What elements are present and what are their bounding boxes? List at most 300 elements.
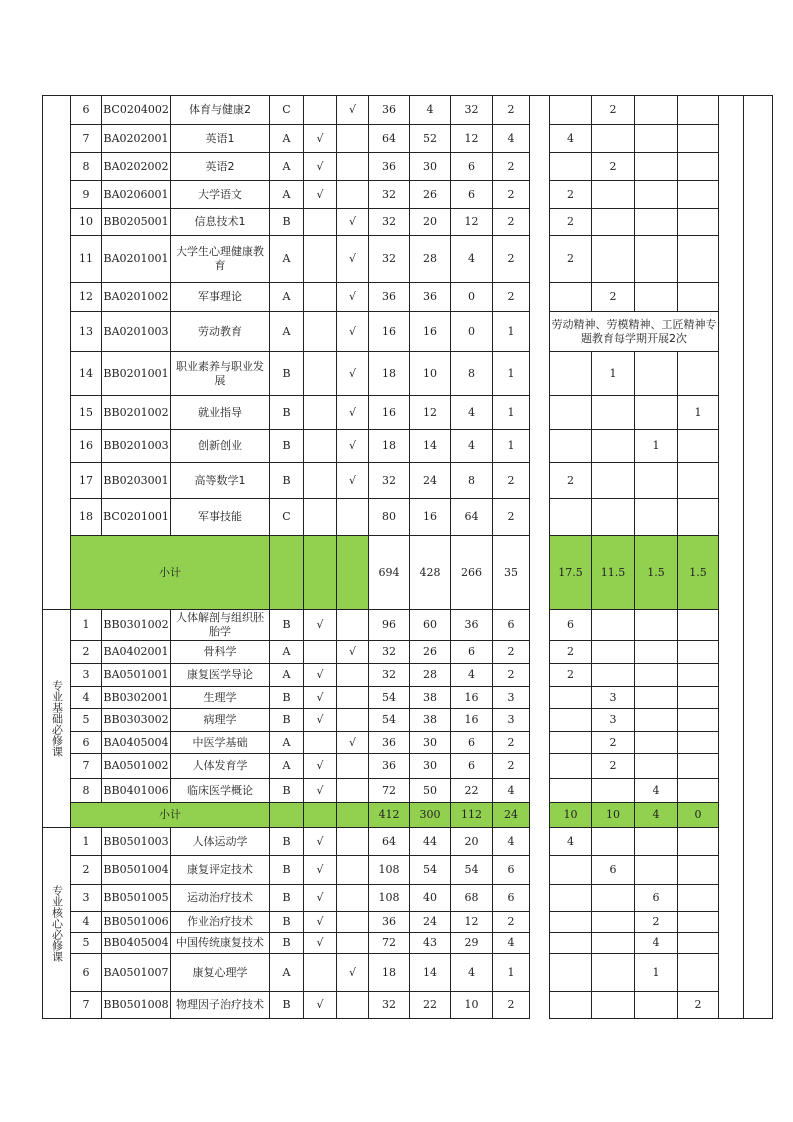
course-name: 人体发育学 xyxy=(171,754,270,779)
exam-mark: √ xyxy=(304,687,337,709)
course-type: A xyxy=(270,125,304,153)
semester-1: 2 xyxy=(550,641,592,664)
row-number: 7 xyxy=(71,125,102,153)
theory-hours: 28 xyxy=(410,236,451,283)
semester-4 xyxy=(678,352,719,396)
semester-4: 1 xyxy=(678,396,719,430)
subtotal-blank xyxy=(337,536,369,610)
course-code: BB0501006 xyxy=(102,912,171,933)
total-hours: 80 xyxy=(369,499,410,536)
row-number: 12 xyxy=(71,283,102,312)
course-type: B xyxy=(270,352,304,396)
course-code: BB0501005 xyxy=(102,885,171,912)
practice-hours: 36 xyxy=(451,610,493,641)
semester-1 xyxy=(550,396,592,430)
check-mark: √ xyxy=(337,463,369,499)
course-name: 军事理论 xyxy=(171,283,270,312)
course-name: 康复心理学 xyxy=(171,954,270,992)
row-number: 13 xyxy=(71,312,102,352)
semester-3 xyxy=(635,352,678,396)
row-number: 1 xyxy=(71,610,102,641)
semester-2 xyxy=(592,125,635,153)
semester-2: 1 xyxy=(592,352,635,396)
theory-hours: 16 xyxy=(410,312,451,352)
practice-hours: 8 xyxy=(451,352,493,396)
semester-2 xyxy=(592,181,635,209)
course-code: BA0202001 xyxy=(102,125,171,153)
semester-2 xyxy=(592,664,635,687)
check-mark: √ xyxy=(337,352,369,396)
check-mark: √ xyxy=(337,236,369,283)
course-code: BB0405004 xyxy=(102,933,171,954)
practice-hours: 64 xyxy=(451,499,493,536)
practice-hours: 16 xyxy=(451,709,493,732)
semester-2: 2 xyxy=(592,283,635,312)
course-name: 物理因子治疗技术 xyxy=(171,992,270,1019)
row-number: 1 xyxy=(71,828,102,856)
theory-hours: 20 xyxy=(410,209,451,236)
row-number: 10 xyxy=(71,209,102,236)
semester-note: 劳动精神、劳模精神、工匠精神专题教育每学期开展2次 xyxy=(550,312,719,352)
credits: 2 xyxy=(493,992,530,1019)
course-code: BA0201002 xyxy=(102,283,171,312)
check-mark: √ xyxy=(337,641,369,664)
course-type: A xyxy=(270,664,304,687)
table-row xyxy=(43,181,773,209)
subtotal-blank xyxy=(270,803,304,828)
exam-mark: √ xyxy=(304,709,337,732)
semester-1: 2 xyxy=(550,209,592,236)
theory-hours: 28 xyxy=(410,664,451,687)
check-mark xyxy=(337,610,369,641)
spacer-column xyxy=(744,96,773,1019)
semester-3 xyxy=(635,96,678,125)
course-type: B xyxy=(270,709,304,732)
exam-mark xyxy=(304,283,337,312)
course-type: B xyxy=(270,933,304,954)
semester-4 xyxy=(678,954,719,992)
semester-2 xyxy=(592,610,635,641)
row-number: 6 xyxy=(71,732,102,754)
course-code: BC0201001 xyxy=(102,499,171,536)
course-code: BA0201003 xyxy=(102,312,171,352)
exam-mark xyxy=(304,954,337,992)
course-name: 英语2 xyxy=(171,153,270,181)
semester-4 xyxy=(678,641,719,664)
total-hours: 108 xyxy=(369,885,410,912)
practice-hours: 4 xyxy=(451,664,493,687)
subtotal-label: 小计 xyxy=(71,803,270,828)
table-row xyxy=(43,430,773,463)
practice-hours: 68 xyxy=(451,885,493,912)
semester-4 xyxy=(678,709,719,732)
subtotal-semester: 0 xyxy=(678,803,719,828)
semester-3 xyxy=(635,396,678,430)
credits: 4 xyxy=(493,933,530,954)
credits: 2 xyxy=(493,499,530,536)
practice-hours: 32 xyxy=(451,96,493,125)
subtotal-practice: 112 xyxy=(451,803,493,828)
check-mark xyxy=(337,933,369,954)
course-code: BB0501004 xyxy=(102,856,171,885)
spacer-column xyxy=(719,96,744,1019)
table-row xyxy=(43,933,773,954)
credits: 3 xyxy=(493,687,530,709)
table-row xyxy=(43,499,773,536)
table-row xyxy=(43,992,773,1019)
semester-1 xyxy=(550,933,592,954)
semester-3 xyxy=(635,181,678,209)
total-hours: 32 xyxy=(369,992,410,1019)
semester-1 xyxy=(550,709,592,732)
course-code: BA0206001 xyxy=(102,181,171,209)
semester-3 xyxy=(635,732,678,754)
semester-2 xyxy=(592,912,635,933)
subtotal-blank xyxy=(337,803,369,828)
theory-hours: 26 xyxy=(410,181,451,209)
semester-3 xyxy=(635,463,678,499)
semester-2 xyxy=(592,954,635,992)
course-type: A xyxy=(270,754,304,779)
semester-1 xyxy=(550,283,592,312)
credits: 2 xyxy=(493,96,530,125)
exam-mark: √ xyxy=(304,610,337,641)
exam-mark xyxy=(304,352,337,396)
course-code: BB0301002 xyxy=(102,610,171,641)
total-hours: 36 xyxy=(369,912,410,933)
exam-mark xyxy=(304,463,337,499)
exam-mark: √ xyxy=(304,856,337,885)
practice-hours: 0 xyxy=(451,312,493,352)
credits: 4 xyxy=(493,779,530,803)
credits: 1 xyxy=(493,312,530,352)
credits: 2 xyxy=(493,181,530,209)
check-mark: √ xyxy=(337,283,369,312)
semester-1 xyxy=(550,912,592,933)
total-hours: 32 xyxy=(369,181,410,209)
course-name: 人体运动学 xyxy=(171,828,270,856)
total-hours: 36 xyxy=(369,754,410,779)
semester-1: 2 xyxy=(550,664,592,687)
credits: 2 xyxy=(493,732,530,754)
total-hours: 54 xyxy=(369,709,410,732)
row-number: 17 xyxy=(71,463,102,499)
exam-mark xyxy=(304,430,337,463)
semester-2: 2 xyxy=(592,754,635,779)
table-row xyxy=(43,732,773,754)
semester-1 xyxy=(550,754,592,779)
practice-hours: 6 xyxy=(451,732,493,754)
semester-3 xyxy=(635,209,678,236)
total-hours: 72 xyxy=(369,779,410,803)
total-hours: 36 xyxy=(369,732,410,754)
practice-hours: 4 xyxy=(451,396,493,430)
row-number: 2 xyxy=(71,856,102,885)
semester-1 xyxy=(550,499,592,536)
semester-1 xyxy=(550,96,592,125)
semester-2: 3 xyxy=(592,687,635,709)
row-number: 7 xyxy=(71,754,102,779)
total-hours: 32 xyxy=(369,236,410,283)
total-hours: 36 xyxy=(369,96,410,125)
course-name: 大学生心理健康教育 xyxy=(171,236,270,283)
course-type: A xyxy=(270,236,304,283)
practice-hours: 4 xyxy=(451,954,493,992)
subtotal-semester: 10 xyxy=(550,803,592,828)
semester-3 xyxy=(635,610,678,641)
exam-mark xyxy=(304,396,337,430)
total-hours: 32 xyxy=(369,209,410,236)
semester-4 xyxy=(678,933,719,954)
exam-mark xyxy=(304,236,337,283)
course-type: C xyxy=(270,96,304,125)
subtotal-credits: 24 xyxy=(493,803,530,828)
row-number: 8 xyxy=(71,779,102,803)
table-row xyxy=(43,312,773,352)
course-type: B xyxy=(270,912,304,933)
course-name: 信息技术1 xyxy=(171,209,270,236)
semester-4 xyxy=(678,732,719,754)
semester-4 xyxy=(678,181,719,209)
credits: 2 xyxy=(493,236,530,283)
table-row xyxy=(43,856,773,885)
subtotal-row xyxy=(43,803,773,828)
credits: 1 xyxy=(493,396,530,430)
course-code: BB0501003 xyxy=(102,828,171,856)
row-number: 4 xyxy=(71,912,102,933)
exam-mark: √ xyxy=(304,181,337,209)
semester-2 xyxy=(592,396,635,430)
practice-hours: 6 xyxy=(451,153,493,181)
semester-1: 4 xyxy=(550,828,592,856)
course-name: 作业治疗技术 xyxy=(171,912,270,933)
exam-mark xyxy=(304,209,337,236)
semester-2 xyxy=(592,779,635,803)
exam-mark: √ xyxy=(304,992,337,1019)
semester-3: 2 xyxy=(635,912,678,933)
row-number: 9 xyxy=(71,181,102,209)
semester-3 xyxy=(635,856,678,885)
exam-mark xyxy=(304,641,337,664)
table-row xyxy=(43,283,773,312)
semester-4 xyxy=(678,610,719,641)
semester-2 xyxy=(592,933,635,954)
course-type: B xyxy=(270,687,304,709)
check-mark xyxy=(337,754,369,779)
theory-hours: 30 xyxy=(410,153,451,181)
semester-3: 1 xyxy=(635,954,678,992)
theory-hours: 22 xyxy=(410,992,451,1019)
exam-mark xyxy=(304,499,337,536)
semester-3 xyxy=(635,125,678,153)
semester-2 xyxy=(592,828,635,856)
theory-hours: 10 xyxy=(410,352,451,396)
course-type: A xyxy=(270,312,304,352)
exam-mark: √ xyxy=(304,153,337,181)
practice-hours: 20 xyxy=(451,828,493,856)
course-name: 创新创业 xyxy=(171,430,270,463)
course-code: BB0201002 xyxy=(102,396,171,430)
table-row xyxy=(43,352,773,396)
semester-1: 2 xyxy=(550,463,592,499)
course-name: 就业指导 xyxy=(171,396,270,430)
row-number: 18 xyxy=(71,499,102,536)
course-type: B xyxy=(270,992,304,1019)
total-hours: 18 xyxy=(369,430,410,463)
semester-4 xyxy=(678,463,719,499)
theory-hours: 24 xyxy=(410,912,451,933)
course-type: B xyxy=(270,885,304,912)
table-row xyxy=(43,754,773,779)
total-hours: 32 xyxy=(369,664,410,687)
semester-3 xyxy=(635,687,678,709)
semester-2 xyxy=(592,236,635,283)
row-number: 6 xyxy=(71,954,102,992)
row-number: 4 xyxy=(71,687,102,709)
semester-2 xyxy=(592,499,635,536)
semester-1: 4 xyxy=(550,125,592,153)
check-mark: √ xyxy=(337,954,369,992)
theory-hours: 14 xyxy=(410,430,451,463)
course-name: 临床医学概论 xyxy=(171,779,270,803)
credits: 2 xyxy=(493,283,530,312)
semester-4 xyxy=(678,499,719,536)
semester-3 xyxy=(635,236,678,283)
subtotal-semester: 11.5 xyxy=(592,536,635,610)
subtotal-theory: 300 xyxy=(410,803,451,828)
course-type: A xyxy=(270,153,304,181)
subtotal-label: 小计 xyxy=(71,536,270,610)
total-hours: 64 xyxy=(369,125,410,153)
course-code: BB0303002 xyxy=(102,709,171,732)
subtotal-credits: 35 xyxy=(493,536,530,610)
semester-2 xyxy=(592,885,635,912)
subtotal-theory: 428 xyxy=(410,536,451,610)
course-code: BB0201003 xyxy=(102,430,171,463)
course-code: BB0302001 xyxy=(102,687,171,709)
check-mark xyxy=(337,709,369,732)
semester-3 xyxy=(635,664,678,687)
total-hours: 32 xyxy=(369,463,410,499)
semester-1 xyxy=(550,954,592,992)
row-number: 3 xyxy=(71,885,102,912)
course-code: BC0204002 xyxy=(102,96,171,125)
course-name: 中国传统康复技术 xyxy=(171,933,270,954)
theory-hours: 44 xyxy=(410,828,451,856)
table-row xyxy=(43,954,773,992)
credits: 1 xyxy=(493,430,530,463)
check-mark xyxy=(337,664,369,687)
semester-4 xyxy=(678,664,719,687)
semester-1 xyxy=(550,856,592,885)
semester-4 xyxy=(678,96,719,125)
semester-4 xyxy=(678,125,719,153)
semester-2: 3 xyxy=(592,709,635,732)
row-number: 3 xyxy=(71,664,102,687)
table-row xyxy=(43,687,773,709)
practice-hours: 4 xyxy=(451,236,493,283)
credits: 2 xyxy=(493,209,530,236)
check-mark xyxy=(337,828,369,856)
course-type: B xyxy=(270,463,304,499)
semester-3 xyxy=(635,709,678,732)
total-hours: 36 xyxy=(369,283,410,312)
credits: 6 xyxy=(493,885,530,912)
semester-4 xyxy=(678,828,719,856)
row-number: 5 xyxy=(71,933,102,954)
course-name: 军事技能 xyxy=(171,499,270,536)
row-number: 7 xyxy=(71,992,102,1019)
row-number: 15 xyxy=(71,396,102,430)
exam-mark: √ xyxy=(304,664,337,687)
total-hours: 72 xyxy=(369,933,410,954)
course-code: BB0205001 xyxy=(102,209,171,236)
semester-4 xyxy=(678,209,719,236)
check-mark: √ xyxy=(337,430,369,463)
table-row xyxy=(43,885,773,912)
total-hours: 64 xyxy=(369,828,410,856)
row-number: 2 xyxy=(71,641,102,664)
total-hours: 18 xyxy=(369,352,410,396)
practice-hours: 16 xyxy=(451,687,493,709)
credits: 2 xyxy=(493,754,530,779)
credits: 2 xyxy=(493,153,530,181)
course-type: B xyxy=(270,856,304,885)
check-mark xyxy=(337,856,369,885)
course-code: BA0501007 xyxy=(102,954,171,992)
credits: 2 xyxy=(493,463,530,499)
table-row xyxy=(43,236,773,283)
semester-1: 2 xyxy=(550,236,592,283)
semester-3 xyxy=(635,641,678,664)
exam-mark: √ xyxy=(304,912,337,933)
check-mark xyxy=(337,687,369,709)
semester-2: 2 xyxy=(592,153,635,181)
course-name: 职业素养与职业发展 xyxy=(171,352,270,396)
semester-2 xyxy=(592,641,635,664)
subtotal-blank xyxy=(304,803,337,828)
course-name: 生理学 xyxy=(171,687,270,709)
semester-1 xyxy=(550,687,592,709)
course-name: 病理学 xyxy=(171,709,270,732)
check-mark xyxy=(337,125,369,153)
practice-hours: 10 xyxy=(451,992,493,1019)
practice-hours: 8 xyxy=(451,463,493,499)
theory-hours: 4 xyxy=(410,96,451,125)
check-mark: √ xyxy=(337,96,369,125)
check-mark xyxy=(337,181,369,209)
row-number: 16 xyxy=(71,430,102,463)
semester-3: 6 xyxy=(635,885,678,912)
table-row xyxy=(43,125,773,153)
subtotal-semester: 17.5 xyxy=(550,536,592,610)
course-type: A xyxy=(270,181,304,209)
course-type: B xyxy=(270,610,304,641)
course-name: 骨科学 xyxy=(171,641,270,664)
semester-3 xyxy=(635,828,678,856)
subtotal-semester: 1.5 xyxy=(678,536,719,610)
credits: 2 xyxy=(493,912,530,933)
row-number: 14 xyxy=(71,352,102,396)
exam-mark xyxy=(304,312,337,352)
course-name: 康复评定技术 xyxy=(171,856,270,885)
credits: 4 xyxy=(493,828,530,856)
exam-mark: √ xyxy=(304,125,337,153)
exam-mark: √ xyxy=(304,885,337,912)
table-row xyxy=(43,209,773,236)
practice-hours: 22 xyxy=(451,779,493,803)
course-type: B xyxy=(270,828,304,856)
